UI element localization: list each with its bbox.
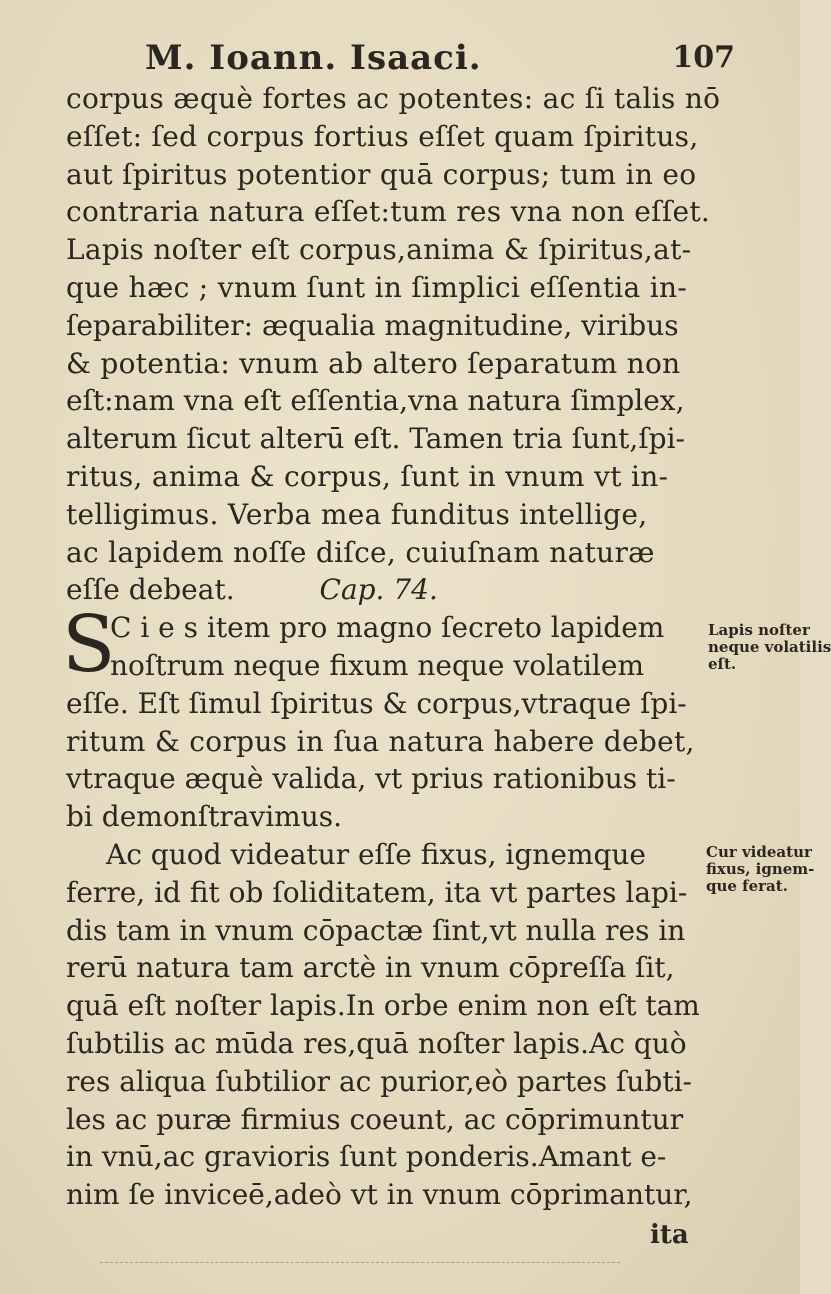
margin-note-line: fixus, ignem-: [706, 860, 815, 878]
text-line: Lapis noſter eſt corpus,anima & ſpiritus,at-: [66, 233, 692, 267]
text-line: ac lapidem noſſe diſce, cuiuſnam naturæ: [66, 535, 655, 569]
catchword: ita: [650, 1220, 689, 1250]
text-line: & potentia: vnum ab altero ſeparatum non: [66, 346, 681, 380]
text-line: rerū natura tam arctè in vnum cōpreſſa ſit,: [66, 951, 675, 985]
text-line: ſubtilis ac mūda res,quā noſter lapis.Ac quò: [66, 1026, 687, 1060]
text-line: ferre, id fit ob ſoliditatem, ita vt partes lapi-: [66, 875, 688, 909]
text-line: que hæc ; vnum ſunt in ſimplici eſſentia in-: [66, 270, 688, 304]
margin-note-line: Cur videatur: [706, 843, 812, 861]
text-line: aut ſpiritus potentior quā corpus; tum in eo: [66, 157, 697, 191]
chapter-heading-line: [66, 571, 706, 609]
text-line: eſſet: ſed corpus fortius eſſet quam ſpiritus,: [66, 119, 699, 153]
text-line: in vnū,ac gravioris ſunt ponderis.Amant e-: [66, 1140, 667, 1174]
text-line: telligimus. Verba mea funditus intellige,: [66, 497, 648, 531]
margin-note: [706, 844, 814, 895]
text-line: bi demonſtravimus.: [66, 800, 343, 834]
text-line: eſſe. Eſt ſimul ſpiritus & corpus,vtraque ſpi-: [66, 686, 687, 720]
text-line: alterum ſicut alterū eſt. Tamen tria ſunt,ſpi-: [66, 422, 686, 456]
margin-note-line: eſt.: [708, 655, 737, 673]
text-line: res aliqua ſubtilior ac purior,eò partes ſubti-: [66, 1064, 693, 1098]
margin-note-line: neque volatilis: [708, 638, 831, 656]
drop-cap: S: [62, 600, 116, 691]
text-line: vtraque æquè valida, vt prius rationibus ti-: [66, 762, 676, 796]
text-line: Ac quod videatur eſſe fixus, ignemque: [106, 837, 646, 871]
text-line: ritum & corpus in ſua natura habere debet,: [66, 724, 695, 758]
text-line: C i e s item pro magno ſecreto lapidem: [110, 611, 665, 645]
text-line: ſeparabiliter: æqualia magnitudine, viribus: [66, 308, 679, 342]
margin-note: [708, 622, 831, 673]
text-line: eſt:nam vna eſt eſſentia,vna natura ſimplex,: [66, 384, 685, 418]
text-line: dis tam in vnum cōpactæ ſint,vt nulla res in: [66, 913, 686, 947]
text-line: corpus æquè fortes ac potentes: ac ſi talis nō: [66, 82, 721, 115]
text-line: ritus, anima & corpus, ſunt in vnum vt in-: [66, 459, 669, 493]
text-line: quā eſt noſter lapis.In orbe enim non eſt tam: [66, 989, 700, 1023]
running-head: M. Ioann. Isaaci.: [145, 38, 482, 78]
text-line: contraria natura eſſet:tum res vna non eſſet.: [66, 195, 711, 229]
text-line: nim ſe inviceē,adeò vt in vnum cōprimantur,: [66, 1178, 693, 1212]
margin-note-line: que ferat.: [706, 877, 788, 895]
body-text: [62, 80, 721, 1214]
page-number: 107: [672, 40, 735, 75]
text-line: noſtrum neque fixum neque volatilem: [110, 648, 644, 682]
text-line: eſſe debeat.: [66, 573, 235, 607]
bottom-rule: [100, 1262, 620, 1263]
chapter-ref: Cap. 74.: [319, 573, 438, 607]
text-line: les ac puræ firmius coeunt, ac cōprimuntur: [66, 1102, 684, 1136]
margin-note-line: Lapis noſter: [708, 621, 810, 639]
